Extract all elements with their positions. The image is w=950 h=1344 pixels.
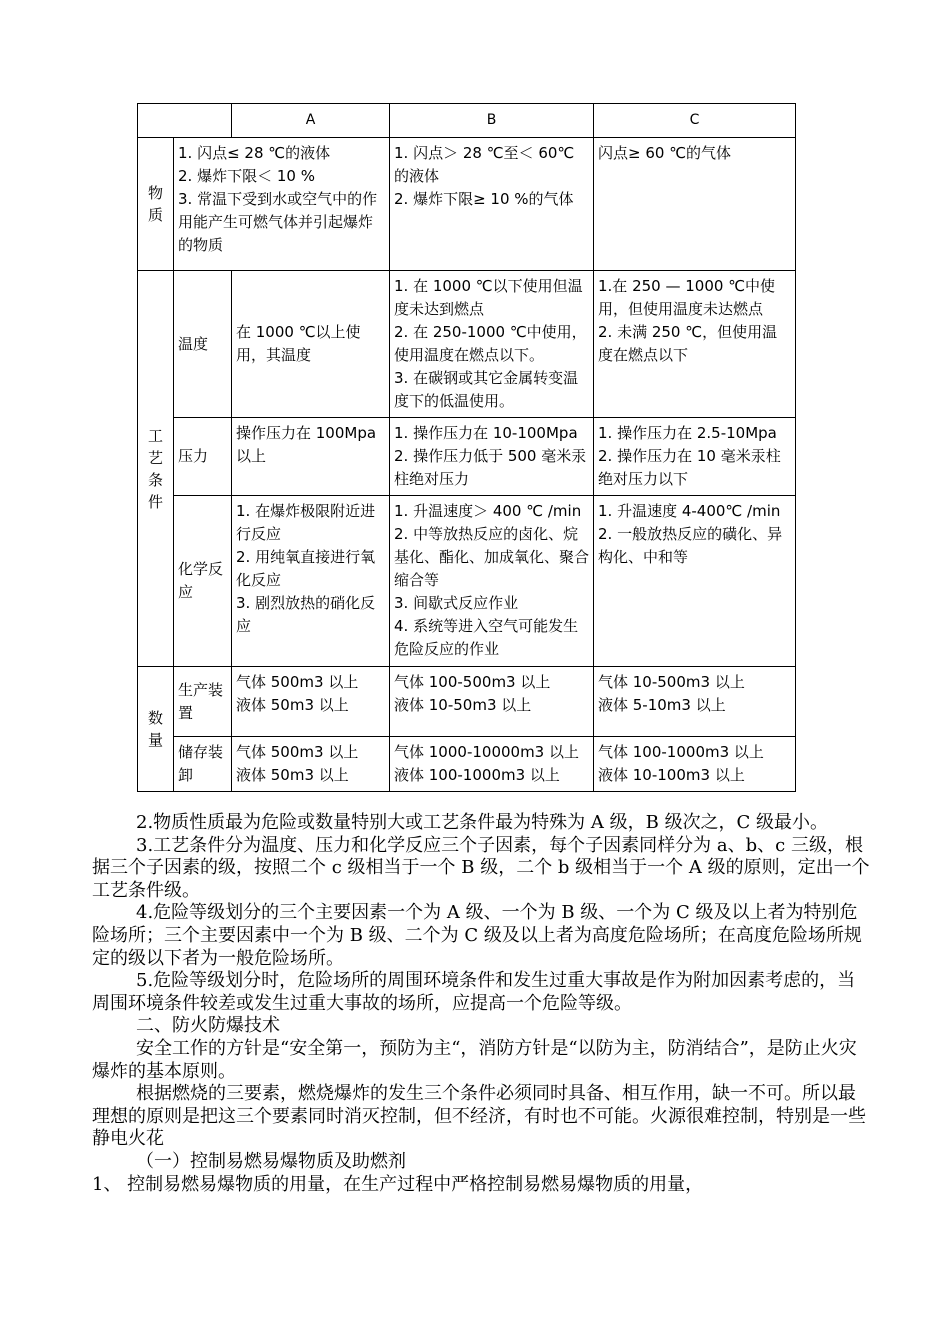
category-quantity: 数量 xyxy=(138,667,174,792)
sub-temperature: 温度 xyxy=(174,271,232,418)
sub-pressure: 压力 xyxy=(174,418,232,496)
reaction-a-cell: 1. 在爆炸极限附近进行反应 2. 用纯氧直接进行氧化反应 3. 剧烈放热的硝化反应 xyxy=(232,496,390,667)
header-a: A xyxy=(232,104,390,138)
body-text xyxy=(92,812,872,1196)
storage-c-cell: 气体 100-1000m3 以上 液体 10-100m3 以上 xyxy=(594,737,796,792)
production-b-cell: 气体 100-500m3 以上 液体 10-50m3 以上 xyxy=(390,667,594,737)
pressure-c-cell: 1. 操作压力在 2.5-10Mpa 2. 操作压力在 10 毫米汞柱绝对压力以下 xyxy=(594,418,796,496)
header-b: B xyxy=(390,104,594,138)
paragraph: 安全工作的方针是“安全第一，预防为主“，消防方针是“以防为主，防消结合”，是防止火灾爆炸的基本原则。 xyxy=(92,1037,857,1082)
list-item: 1、 控制易燃易爆物质的用量，在生产过程中严格控制易燃易爆物质的用量， xyxy=(92,1173,704,1195)
category-substance: 物质 xyxy=(138,138,174,271)
header-c: C xyxy=(594,104,796,138)
category-process: 工艺条件 xyxy=(138,271,174,667)
substance-b-cell: 1. 闪点＞ 28 ℃至＜ 60℃的液体 2. 爆炸下限≥ 10 %的气体 xyxy=(390,138,594,271)
reaction-b-cell: 1. 升温速度＞ 400 ℃ /min 2. 中等放热反应的卤化、烷基化、酯化、加成氧化、聚合缩合等 3. 间歇式反应作业 4. 系统等进入空气可能发生危险反应的作业 xyxy=(390,496,594,667)
substance-c-cell: 闪点≥ 60 ℃的气体 xyxy=(594,138,796,271)
temperature-b-cell: 1. 在 1000 ℃以下使用但温度未达到燃点 2. 在 250-1000 ℃中使用，使用温度在燃点以下。 3. 在碳钢或其它金属转变温度下的低温使用。 xyxy=(390,271,594,418)
production-c-cell: 气体 10-500m3 以上 液体 5-10m3 以上 xyxy=(594,667,796,737)
storage-b-cell: 气体 1000-10000m3 以上 液体 100-1000m3 以上 xyxy=(390,737,594,792)
header-corner xyxy=(138,104,232,138)
reaction-c-cell: 1. 升温速度 4-400℃ /min 2. 一般放热反应的磺化、异构化、中和等 xyxy=(594,496,796,667)
production-a-cell: 气体 500m3 以上 液体 50m3 以上 xyxy=(232,667,390,737)
pressure-b-cell: 1. 操作压力在 10-100Mpa 2. 操作压力低于 500 毫米汞柱绝对压力 xyxy=(390,418,594,496)
sub-storage-handling: 储存装卸 xyxy=(174,737,232,792)
paragraph: 5.危险等级划分时，危险场所的周围环境条件和发生过重大事故是作为附加因素考虑的，当周围环境条件较差或发生过重大事故的场所，应提高一个危险等级。 xyxy=(92,970,856,1014)
sub-production-unit: 生产装置 xyxy=(174,667,232,737)
temperature-c-cell: 1.在 250 — 1000 ℃中使用，但使用温度未达燃点 2. 未满 250 ℃，但使用温度在燃点以下 xyxy=(594,271,796,418)
hazard-classification-table xyxy=(137,103,796,792)
paragraph: 根据燃烧的三要素，燃烧爆炸的发生三个条件必须同时具备、相互作用，缺一不可。所以最理想的原则是把这三个要素同时消灭控制，但不经济，有时也不可能。火源很难控制，特别是一些静电火花 xyxy=(92,1083,866,1150)
storage-a-cell: 气体 500m3 以上 液体 50m3 以上 xyxy=(232,737,390,792)
paragraph: 3.工艺条件分为温度、压力和化学反应三个子因素，每个子因素同样分为 a、b、c 三级，根据三个子因素的级，按照二个 c 级相当于一个 B 级，二个 b 级相当于一个 A 级的原则，定出一个工艺条件级。 xyxy=(92,834,870,901)
paragraph: 4.危险等级划分的三个主要因素一个为 A 级、一个为 B 级、一个为 C 级及以上者为特别危险场所；三个主要因素中一个为 B 级、二个为 C 级及以上者为高度危险场所；在高度危险场所规定的级以下者为一般危险场所。 xyxy=(92,902,862,969)
sub-chemical-reaction: 化学反应 xyxy=(174,496,232,667)
subsection-heading: （一）控制易燃易爆物质及助燃剂 xyxy=(136,1150,406,1172)
substance-a-cell: 1. 闪点≤ 28 ℃的液体 2. 爆炸下限＜ 10 % 3. 常温下受到水或空气中的作用能产生可燃气体并引起爆炸的物质 xyxy=(174,138,390,271)
temperature-a-cell: 在 1000 ℃以上使用，其温度 xyxy=(232,271,390,418)
paragraph: 2.物质性质最为危险或数量特别大或工艺条件最为特殊为 A 级，B 级次之，C 级最小。 xyxy=(136,812,829,833)
pressure-a-cell: 操作压力在 100Mpa 以上 xyxy=(232,418,390,496)
section-heading: 二、防火防爆技术 xyxy=(136,1015,280,1037)
